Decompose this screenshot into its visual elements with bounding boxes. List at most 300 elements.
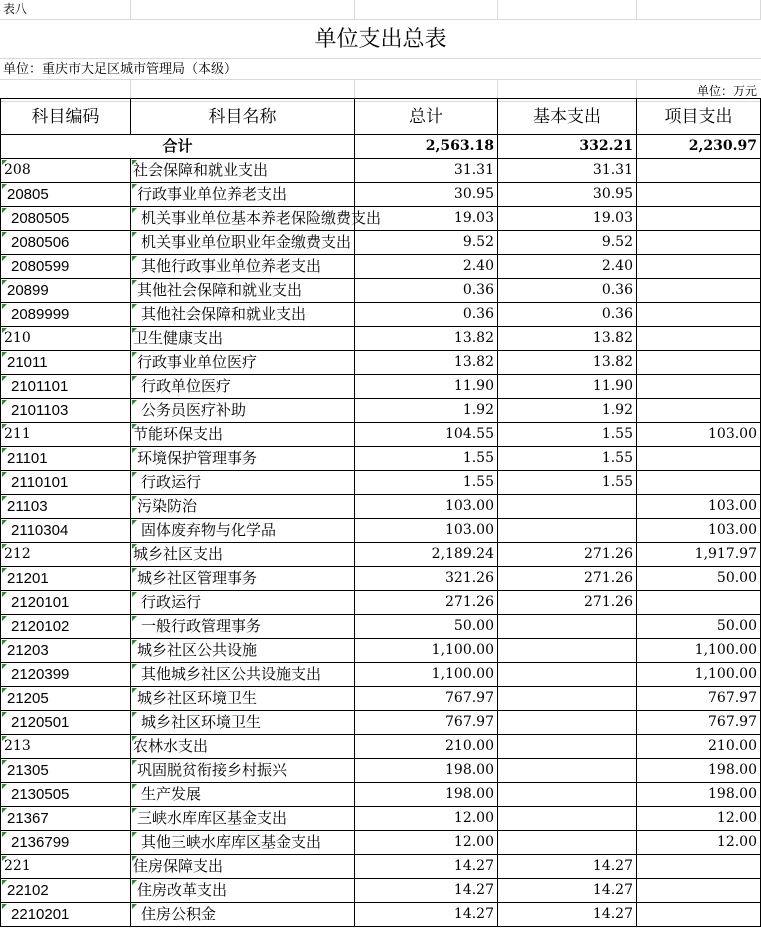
row-project-value[interactable] bbox=[637, 471, 761, 495]
row-basic-value-text: 0.36 bbox=[601, 306, 633, 322]
row-total-value[interactable] bbox=[355, 519, 498, 543]
row-project-value[interactable] bbox=[637, 711, 761, 735]
text-format-indicator-icon bbox=[132, 424, 137, 429]
row-code-text: 2089999 bbox=[11, 306, 70, 323]
row-code[interactable] bbox=[0, 831, 131, 855]
row-total-value[interactable] bbox=[355, 735, 498, 759]
row-code[interactable] bbox=[0, 183, 131, 207]
header-project[interactable]: 项目支出 bbox=[637, 98, 761, 135]
row-total-value[interactable] bbox=[355, 759, 498, 783]
total-total-value[interactable]: 2,563.18 bbox=[355, 135, 498, 159]
row-total-value[interactable] bbox=[355, 615, 498, 639]
row-name[interactable] bbox=[131, 759, 355, 783]
row-total-value-text: 12.00 bbox=[453, 810, 494, 826]
row-code-text: 21305 bbox=[7, 762, 49, 779]
row-code[interactable] bbox=[0, 519, 131, 543]
row-name[interactable] bbox=[131, 879, 355, 903]
row-total-value[interactable] bbox=[355, 663, 498, 687]
text-format-indicator-icon bbox=[2, 568, 7, 573]
row-total-value-text: 1,100.00 bbox=[431, 642, 494, 658]
text-format-indicator-icon bbox=[2, 712, 7, 717]
currency-unit-text[interactable]: 单位：万元 bbox=[637, 80, 761, 102]
text-format-indicator-icon bbox=[132, 616, 137, 621]
row-basic-value[interactable] bbox=[498, 711, 637, 735]
row-code[interactable] bbox=[0, 759, 131, 783]
row-project-value[interactable] bbox=[637, 543, 761, 567]
row-total-value[interactable] bbox=[355, 351, 498, 375]
row-basic-value-text: 9.52 bbox=[601, 234, 633, 250]
row-code-text: 21205 bbox=[7, 690, 49, 707]
empty-cell[interactable] bbox=[131, 0, 355, 20]
row-basic-value[interactable] bbox=[498, 519, 637, 543]
text-format-indicator-icon bbox=[2, 496, 7, 501]
text-format-indicator-icon bbox=[2, 832, 7, 837]
row-project-value[interactable] bbox=[637, 231, 761, 255]
row-name-text: 行政事业单位医疗 bbox=[137, 353, 258, 371]
row-total-value[interactable] bbox=[355, 879, 498, 903]
row-code[interactable] bbox=[0, 663, 131, 687]
sheet-label[interactable]: 表八 bbox=[0, 0, 131, 20]
row-basic-value[interactable] bbox=[498, 303, 637, 327]
row-name[interactable] bbox=[131, 159, 355, 183]
row-project-value[interactable] bbox=[637, 303, 761, 327]
row-basic-value[interactable] bbox=[498, 687, 637, 711]
row-name-text: 固体废弃物与化学品 bbox=[141, 521, 277, 539]
text-format-indicator-icon bbox=[132, 520, 137, 525]
row-name-text: 行政事业单位养老支出 bbox=[137, 185, 288, 203]
row-code[interactable] bbox=[0, 591, 131, 615]
row-basic-value[interactable] bbox=[498, 879, 637, 903]
row-basic-value[interactable] bbox=[498, 663, 637, 687]
text-format-indicator-icon bbox=[132, 280, 137, 285]
row-code[interactable] bbox=[0, 327, 131, 351]
row-project-value[interactable] bbox=[637, 591, 761, 615]
row-total-value-text: 198.00 bbox=[445, 762, 494, 778]
text-format-indicator-icon bbox=[132, 688, 137, 693]
row-total-value-text: 767.97 bbox=[445, 690, 494, 706]
row-project-value-text: 767.97 bbox=[708, 714, 757, 730]
row-total-value[interactable] bbox=[355, 279, 498, 303]
table-row bbox=[0, 471, 761, 495]
row-basic-value-text: 30.95 bbox=[592, 186, 633, 202]
row-name[interactable] bbox=[131, 279, 355, 303]
row-name[interactable] bbox=[131, 231, 355, 255]
total-row bbox=[0, 135, 761, 159]
row-name-text: 卫生健康支出 bbox=[133, 329, 224, 347]
row-basic-value[interactable] bbox=[498, 903, 637, 927]
row-name-text: 公务员医疗补助 bbox=[141, 401, 247, 419]
text-format-indicator-icon bbox=[2, 472, 7, 477]
row-project-value[interactable] bbox=[637, 447, 761, 471]
row-project-value[interactable] bbox=[637, 639, 761, 663]
row-project-value[interactable] bbox=[637, 183, 761, 207]
row-project-value[interactable] bbox=[637, 783, 761, 807]
row-total-value[interactable] bbox=[355, 543, 498, 567]
row-code-text: 2101103 bbox=[11, 402, 69, 419]
text-format-indicator-icon bbox=[132, 448, 137, 453]
row-total-value-text: 2.40 bbox=[462, 258, 494, 274]
row-basic-value[interactable] bbox=[498, 591, 637, 615]
row-basic-value[interactable] bbox=[498, 807, 637, 831]
row-project-value[interactable] bbox=[637, 567, 761, 591]
row-project-value-text: 210.00 bbox=[708, 738, 757, 754]
text-format-indicator-icon bbox=[2, 664, 7, 669]
text-format-indicator-icon bbox=[132, 664, 137, 669]
empty-cell[interactable] bbox=[498, 0, 637, 20]
row-project-value[interactable] bbox=[637, 519, 761, 543]
row-project-value[interactable] bbox=[637, 759, 761, 783]
row-name[interactable] bbox=[131, 423, 355, 447]
page-title[interactable]: 单位支出总表 bbox=[314, 27, 447, 52]
text-format-indicator-icon bbox=[132, 496, 137, 501]
row-name-text: 污染防治 bbox=[137, 497, 198, 515]
row-name[interactable] bbox=[131, 903, 355, 927]
row-total-value[interactable] bbox=[355, 567, 498, 591]
row-basic-value[interactable] bbox=[498, 759, 637, 783]
text-format-indicator-icon bbox=[132, 208, 137, 213]
row-name-text: 社会保障和就业支出 bbox=[133, 161, 269, 179]
table-row bbox=[0, 831, 761, 855]
row-name[interactable] bbox=[131, 567, 355, 591]
row-name-text: 住房公积金 bbox=[141, 905, 217, 923]
row-basic-value-text: 271.26 bbox=[584, 594, 633, 610]
row-code[interactable] bbox=[0, 735, 131, 759]
row-code[interactable] bbox=[0, 711, 131, 735]
row-total-value-text: 13.82 bbox=[453, 354, 494, 370]
row-code[interactable] bbox=[0, 495, 131, 519]
row-name[interactable] bbox=[131, 471, 355, 495]
row-name-text: 城乡社区环境卫生 bbox=[137, 689, 258, 707]
text-format-indicator-icon bbox=[132, 256, 137, 261]
row-project-value-text: 103.00 bbox=[708, 426, 757, 442]
row-code-text: 22102 bbox=[7, 882, 49, 899]
row-basic-value[interactable] bbox=[498, 279, 637, 303]
row-total-value-text: 1.92 bbox=[462, 402, 494, 418]
header-total[interactable]: 总计 bbox=[355, 98, 498, 135]
row-code[interactable] bbox=[0, 879, 131, 903]
row-name[interactable] bbox=[131, 591, 355, 615]
row-total-value[interactable] bbox=[355, 639, 498, 663]
row-total-value[interactable] bbox=[355, 783, 498, 807]
row-name[interactable] bbox=[131, 663, 355, 687]
row-name-text: 城乡社区环境卫生 bbox=[141, 713, 262, 731]
row-name-text: 机关事业单位基本养老保险缴费支出 bbox=[141, 209, 382, 227]
header-code[interactable]: 科目编码 bbox=[0, 98, 131, 135]
row-basic-value[interactable] bbox=[498, 735, 637, 759]
row-project-value[interactable] bbox=[637, 735, 761, 759]
row-project-value[interactable] bbox=[637, 375, 761, 399]
row-project-value-text: 1,100.00 bbox=[694, 642, 757, 658]
row-total-value[interactable] bbox=[355, 183, 498, 207]
row-total-value[interactable] bbox=[355, 687, 498, 711]
text-format-indicator-icon bbox=[2, 352, 7, 357]
table-row bbox=[0, 207, 761, 231]
row-basic-value[interactable] bbox=[498, 495, 637, 519]
row-total-value[interactable] bbox=[355, 807, 498, 831]
row-name[interactable] bbox=[131, 375, 355, 399]
row-name[interactable] bbox=[131, 183, 355, 207]
row-name[interactable] bbox=[131, 831, 355, 855]
text-format-indicator-icon bbox=[2, 448, 7, 453]
total-project-value[interactable]: 2,230.97 bbox=[637, 135, 761, 159]
row-basic-value[interactable] bbox=[498, 399, 637, 423]
row-code[interactable] bbox=[0, 231, 131, 255]
text-format-indicator-icon bbox=[132, 352, 137, 357]
row-basic-value-text: 2.40 bbox=[601, 258, 633, 274]
table-header-row bbox=[0, 98, 761, 135]
row-name[interactable] bbox=[131, 519, 355, 543]
row-basic-value-text: 1.55 bbox=[601, 474, 633, 490]
row-project-value-text: 50.00 bbox=[716, 618, 757, 634]
header-name[interactable]: 科目名称 bbox=[131, 98, 355, 135]
org-unit-text[interactable]: 单位：重庆市大足区城市管理局（本级） bbox=[3, 62, 238, 77]
table-row bbox=[0, 567, 761, 591]
row-code-text: 21203 bbox=[7, 642, 49, 659]
row-basic-value[interactable] bbox=[498, 375, 637, 399]
text-format-indicator-icon bbox=[132, 184, 137, 189]
row-total-value[interactable] bbox=[355, 903, 498, 927]
row-project-value[interactable] bbox=[637, 159, 761, 183]
row-code[interactable] bbox=[0, 159, 131, 183]
empty-cell[interactable] bbox=[637, 0, 761, 20]
row-basic-value[interactable] bbox=[498, 639, 637, 663]
row-code-text: 2120501 bbox=[11, 714, 70, 731]
table-row bbox=[0, 639, 761, 663]
row-total-value[interactable] bbox=[355, 231, 498, 255]
row-total-value[interactable] bbox=[355, 591, 498, 615]
row-total-value-text: 30.95 bbox=[453, 186, 494, 202]
row-total-value-text: 0.36 bbox=[462, 282, 494, 298]
row-code[interactable] bbox=[0, 375, 131, 399]
row-code-text: 21201 bbox=[7, 570, 49, 587]
row-total-value[interactable] bbox=[355, 855, 498, 879]
row-name-text: 其他社会保障和就业支出 bbox=[137, 281, 303, 299]
text-format-indicator-icon bbox=[2, 376, 7, 381]
row-total-value[interactable] bbox=[355, 303, 498, 327]
row-total-value[interactable] bbox=[355, 711, 498, 735]
row-code-text: 21103 bbox=[7, 498, 48, 515]
row-code-text: 2080599 bbox=[11, 258, 70, 275]
row-project-value[interactable] bbox=[637, 399, 761, 423]
text-format-indicator-icon bbox=[2, 328, 7, 333]
table-row bbox=[0, 855, 761, 879]
row-code[interactable] bbox=[0, 783, 131, 807]
row-code[interactable] bbox=[0, 447, 131, 471]
row-basic-value[interactable] bbox=[498, 615, 637, 639]
text-format-indicator-icon bbox=[2, 184, 7, 189]
row-basic-value[interactable] bbox=[498, 255, 637, 279]
row-project-value-text: 198.00 bbox=[708, 762, 757, 778]
row-basic-value[interactable] bbox=[498, 327, 637, 351]
row-project-value[interactable] bbox=[637, 207, 761, 231]
row-code[interactable] bbox=[0, 255, 131, 279]
row-project-value-text: 50.00 bbox=[716, 570, 757, 586]
text-format-indicator-icon bbox=[2, 856, 7, 861]
row-basic-value[interactable] bbox=[498, 783, 637, 807]
row-code[interactable] bbox=[0, 303, 131, 327]
row-project-value[interactable] bbox=[637, 615, 761, 639]
row-code[interactable] bbox=[0, 615, 131, 639]
row-name[interactable] bbox=[131, 543, 355, 567]
row-basic-value[interactable] bbox=[498, 543, 637, 567]
row-name[interactable] bbox=[131, 447, 355, 471]
row-code[interactable] bbox=[0, 399, 131, 423]
row-project-value[interactable] bbox=[637, 279, 761, 303]
text-format-indicator-icon bbox=[132, 736, 137, 741]
text-format-indicator-icon bbox=[2, 736, 7, 741]
text-format-indicator-icon bbox=[132, 904, 137, 909]
table-row bbox=[0, 231, 761, 255]
row-name-text: 城乡社区公共设施 bbox=[137, 641, 258, 659]
row-basic-value[interactable] bbox=[498, 831, 637, 855]
text-format-indicator-icon bbox=[2, 640, 7, 645]
row-project-value[interactable] bbox=[637, 327, 761, 351]
empty-cell[interactable] bbox=[355, 0, 498, 20]
row-project-value[interactable] bbox=[637, 423, 761, 447]
row-total-value-text: 2,189.24 bbox=[431, 546, 494, 562]
row-project-value[interactable] bbox=[637, 351, 761, 375]
title-row bbox=[0, 20, 761, 59]
row-total-value-text: 1.55 bbox=[462, 450, 494, 466]
row-total-value[interactable] bbox=[355, 255, 498, 279]
row-total-value[interactable] bbox=[355, 831, 498, 855]
row-project-value[interactable] bbox=[637, 687, 761, 711]
row-total-value-text: 1,100.00 bbox=[431, 666, 494, 682]
row-code-text: 208 bbox=[4, 162, 31, 178]
row-code[interactable] bbox=[0, 207, 131, 231]
row-total-value-text: 11.90 bbox=[453, 378, 494, 394]
table-row bbox=[0, 879, 761, 903]
text-format-indicator-icon bbox=[2, 880, 7, 885]
text-format-indicator-icon bbox=[2, 304, 7, 309]
row-project-value[interactable] bbox=[637, 495, 761, 519]
table-row bbox=[0, 759, 761, 783]
row-code[interactable] bbox=[0, 471, 131, 495]
row-total-value[interactable] bbox=[355, 423, 498, 447]
row-name[interactable] bbox=[131, 615, 355, 639]
text-format-indicator-icon bbox=[2, 256, 7, 261]
row-name[interactable] bbox=[131, 855, 355, 879]
row-total-value[interactable] bbox=[355, 375, 498, 399]
row-code[interactable] bbox=[0, 807, 131, 831]
text-format-indicator-icon bbox=[2, 760, 7, 765]
row-code-text: 2210201 bbox=[11, 906, 70, 923]
row-code[interactable] bbox=[0, 687, 131, 711]
row-name[interactable] bbox=[131, 783, 355, 807]
row-project-value[interactable] bbox=[637, 855, 761, 879]
row-code-text: 213 bbox=[4, 738, 31, 754]
table-row bbox=[0, 903, 761, 927]
header-basic[interactable]: 基本支出 bbox=[498, 98, 637, 135]
row-name[interactable] bbox=[131, 327, 355, 351]
row-code[interactable] bbox=[0, 351, 131, 375]
row-basic-value[interactable] bbox=[498, 855, 637, 879]
row-code-text: 212 bbox=[4, 546, 31, 562]
row-name-text: 其他三峡水库库区基金支出 bbox=[141, 833, 322, 851]
row-name[interactable] bbox=[131, 351, 355, 375]
row-name[interactable] bbox=[131, 807, 355, 831]
total-basic-value[interactable]: 332.21 bbox=[498, 135, 637, 159]
row-basic-value[interactable] bbox=[498, 159, 637, 183]
row-name[interactable] bbox=[131, 735, 355, 759]
row-code[interactable] bbox=[0, 639, 131, 663]
row-total-value[interactable] bbox=[355, 399, 498, 423]
row-total-value-text: 767.97 bbox=[445, 714, 494, 730]
row-project-value[interactable] bbox=[637, 903, 761, 927]
row-code-text: 2120101 bbox=[11, 594, 70, 611]
row-name[interactable] bbox=[131, 399, 355, 423]
row-basic-value[interactable] bbox=[498, 231, 637, 255]
row-basic-value[interactable] bbox=[498, 471, 637, 495]
row-basic-value[interactable] bbox=[498, 183, 637, 207]
row-total-value[interactable] bbox=[355, 471, 498, 495]
row-total-value[interactable] bbox=[355, 159, 498, 183]
row-total-value[interactable] bbox=[355, 207, 498, 231]
text-format-indicator-icon bbox=[2, 592, 7, 597]
row-code[interactable] bbox=[0, 567, 131, 591]
row-project-value-text: 12.00 bbox=[716, 834, 757, 850]
total-label[interactable]: 合计 bbox=[0, 135, 355, 159]
table-row bbox=[0, 399, 761, 423]
row-basic-value[interactable] bbox=[498, 447, 637, 471]
text-format-indicator-icon bbox=[132, 400, 137, 405]
row-name[interactable] bbox=[131, 711, 355, 735]
row-code[interactable] bbox=[0, 543, 131, 567]
table-row bbox=[0, 591, 761, 615]
row-project-value[interactable] bbox=[637, 831, 761, 855]
row-basic-value-text: 1.92 bbox=[601, 402, 633, 418]
row-basic-value[interactable] bbox=[498, 423, 637, 447]
row-code-text: 210 bbox=[4, 330, 31, 346]
row-basic-value[interactable] bbox=[498, 207, 637, 231]
row-total-value-text: 19.03 bbox=[453, 210, 494, 226]
row-project-value[interactable] bbox=[637, 663, 761, 687]
row-code-text: 2080505 bbox=[11, 210, 70, 227]
row-basic-value[interactable] bbox=[498, 351, 637, 375]
row-name-text: 节能环保支出 bbox=[133, 425, 224, 443]
row-basic-value-text: 13.82 bbox=[592, 330, 633, 346]
row-project-value[interactable] bbox=[637, 879, 761, 903]
row-name[interactable] bbox=[131, 207, 382, 231]
row-name[interactable] bbox=[131, 255, 355, 279]
row-name-text: 其他社会保障和就业支出 bbox=[141, 305, 307, 323]
text-format-indicator-icon bbox=[2, 688, 7, 693]
table-row bbox=[0, 327, 761, 351]
row-basic-value[interactable] bbox=[498, 567, 637, 591]
text-format-indicator-icon bbox=[2, 400, 7, 405]
row-name[interactable] bbox=[131, 303, 355, 327]
row-name[interactable] bbox=[131, 687, 355, 711]
row-project-value-text: 1,100.00 bbox=[694, 666, 757, 682]
table-row bbox=[0, 183, 761, 207]
row-code[interactable] bbox=[0, 279, 131, 303]
row-total-value[interactable] bbox=[355, 327, 498, 351]
row-code[interactable] bbox=[0, 903, 131, 927]
row-project-value-text: 103.00 bbox=[708, 522, 757, 538]
row-code-text: 21011 bbox=[7, 354, 48, 371]
row-total-value[interactable] bbox=[355, 495, 498, 519]
row-name[interactable] bbox=[131, 495, 355, 519]
row-name-text: 一般行政管理事务 bbox=[141, 617, 262, 635]
row-project-value-text: 198.00 bbox=[708, 786, 757, 802]
row-name[interactable] bbox=[131, 639, 355, 663]
row-project-value-text: 1,917.97 bbox=[694, 546, 757, 562]
row-total-value[interactable] bbox=[355, 447, 498, 471]
row-project-value[interactable] bbox=[637, 255, 761, 279]
row-code[interactable] bbox=[0, 855, 131, 879]
row-code[interactable] bbox=[0, 423, 131, 447]
row-project-value[interactable] bbox=[637, 807, 761, 831]
